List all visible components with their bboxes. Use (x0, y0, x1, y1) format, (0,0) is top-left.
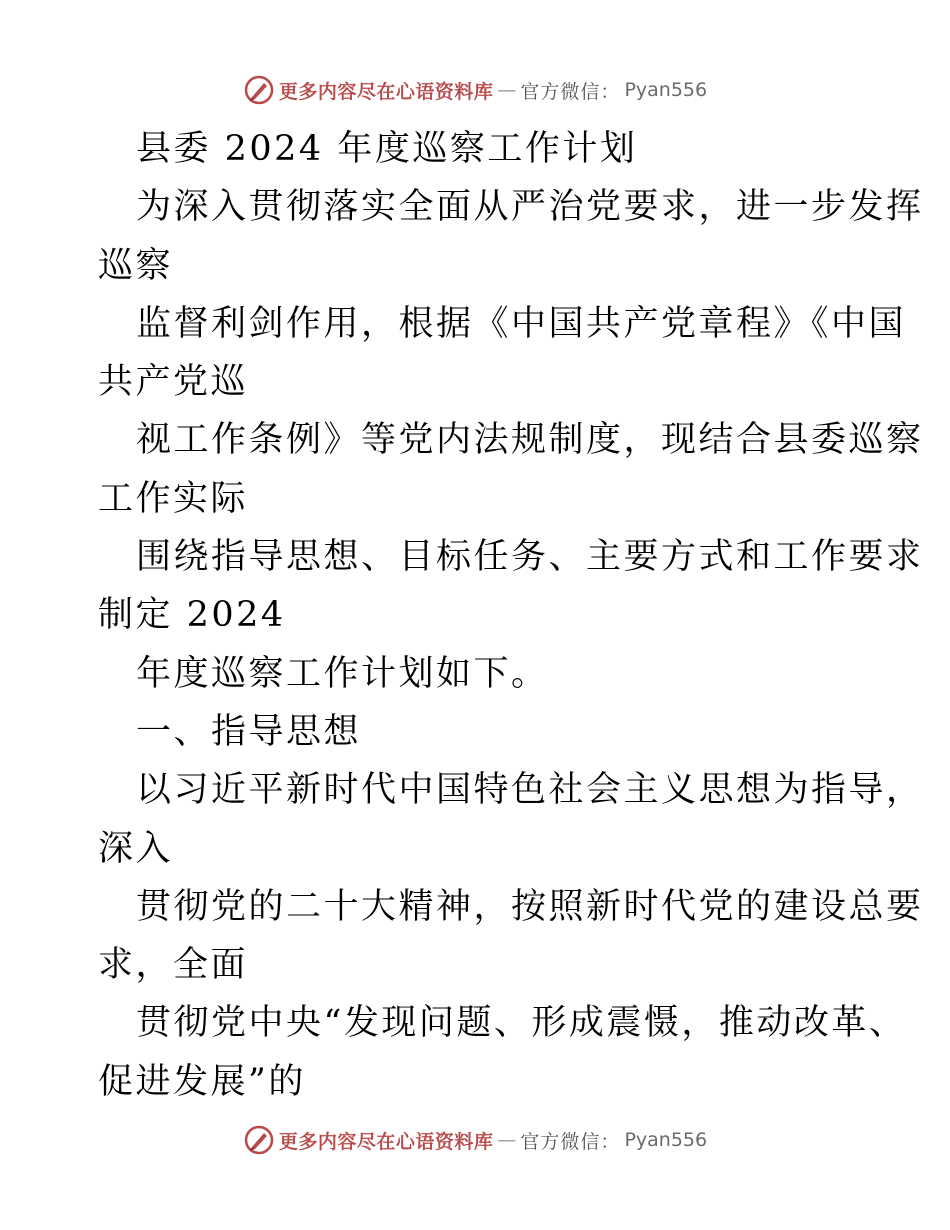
paragraph-line: 深入 (98, 828, 174, 869)
paragraph-line: 共产党巡 (98, 362, 249, 403)
document-body (98, 120, 924, 1111)
paragraph-line: 围绕指导思想、目标任务、主要方式和工作要求 (136, 537, 924, 578)
paragraph-line: 以习近平新时代中国特色社会主义思想为指导， (136, 770, 924, 811)
banner-dash: — (497, 1129, 517, 1151)
pen-logo-icon (243, 74, 275, 106)
paragraph-line: 贯彻党中央“发现问题、形成震慑，推动改革、 (136, 1003, 907, 1044)
paragraph-line: 年度巡察工作计划如下。 (136, 653, 549, 694)
pen-logo-icon (243, 1124, 275, 1156)
paragraph-line: 制定 2024 (98, 595, 286, 636)
banner-official-label: 官方微信： (520, 1130, 621, 1153)
banner-wechat-id: Pyan556 (624, 1129, 708, 1151)
paragraph-line: 视工作条例》等党内法规制度，现结合县委巡察 (136, 420, 924, 461)
banner-site-text: 更多内容尽在心语资料库 (278, 80, 494, 103)
paragraph-line: 监督利剑作用，根据《中国共产党章程》《中国 (136, 303, 907, 344)
paragraph-line: 工作实际 (98, 478, 249, 519)
paragraph-line: 求，全面 (98, 945, 249, 986)
banner-wechat-id: Pyan556 (624, 79, 708, 101)
paragraph-line: 贯彻党的二十大精神，按照新时代党的建设总要 (136, 886, 924, 927)
paragraph-line: 为深入贯彻落实全面从严治党要求，进一步发挥 (136, 187, 924, 228)
document-title: 县委 2024 年度巡察工作计划 (136, 129, 638, 169)
banner-official-label: 官方微信： (520, 80, 621, 103)
banner-dash: — (497, 79, 517, 101)
footer-banner (0, 1120, 950, 1160)
section-heading: 一、指导思想 (136, 711, 362, 752)
paragraph-line: 巡察 (98, 245, 174, 286)
paragraph-line: 促进发展”的 (98, 1061, 306, 1102)
banner-site-text: 更多内容尽在心语资料库 (278, 1130, 494, 1153)
header-banner (0, 70, 950, 110)
